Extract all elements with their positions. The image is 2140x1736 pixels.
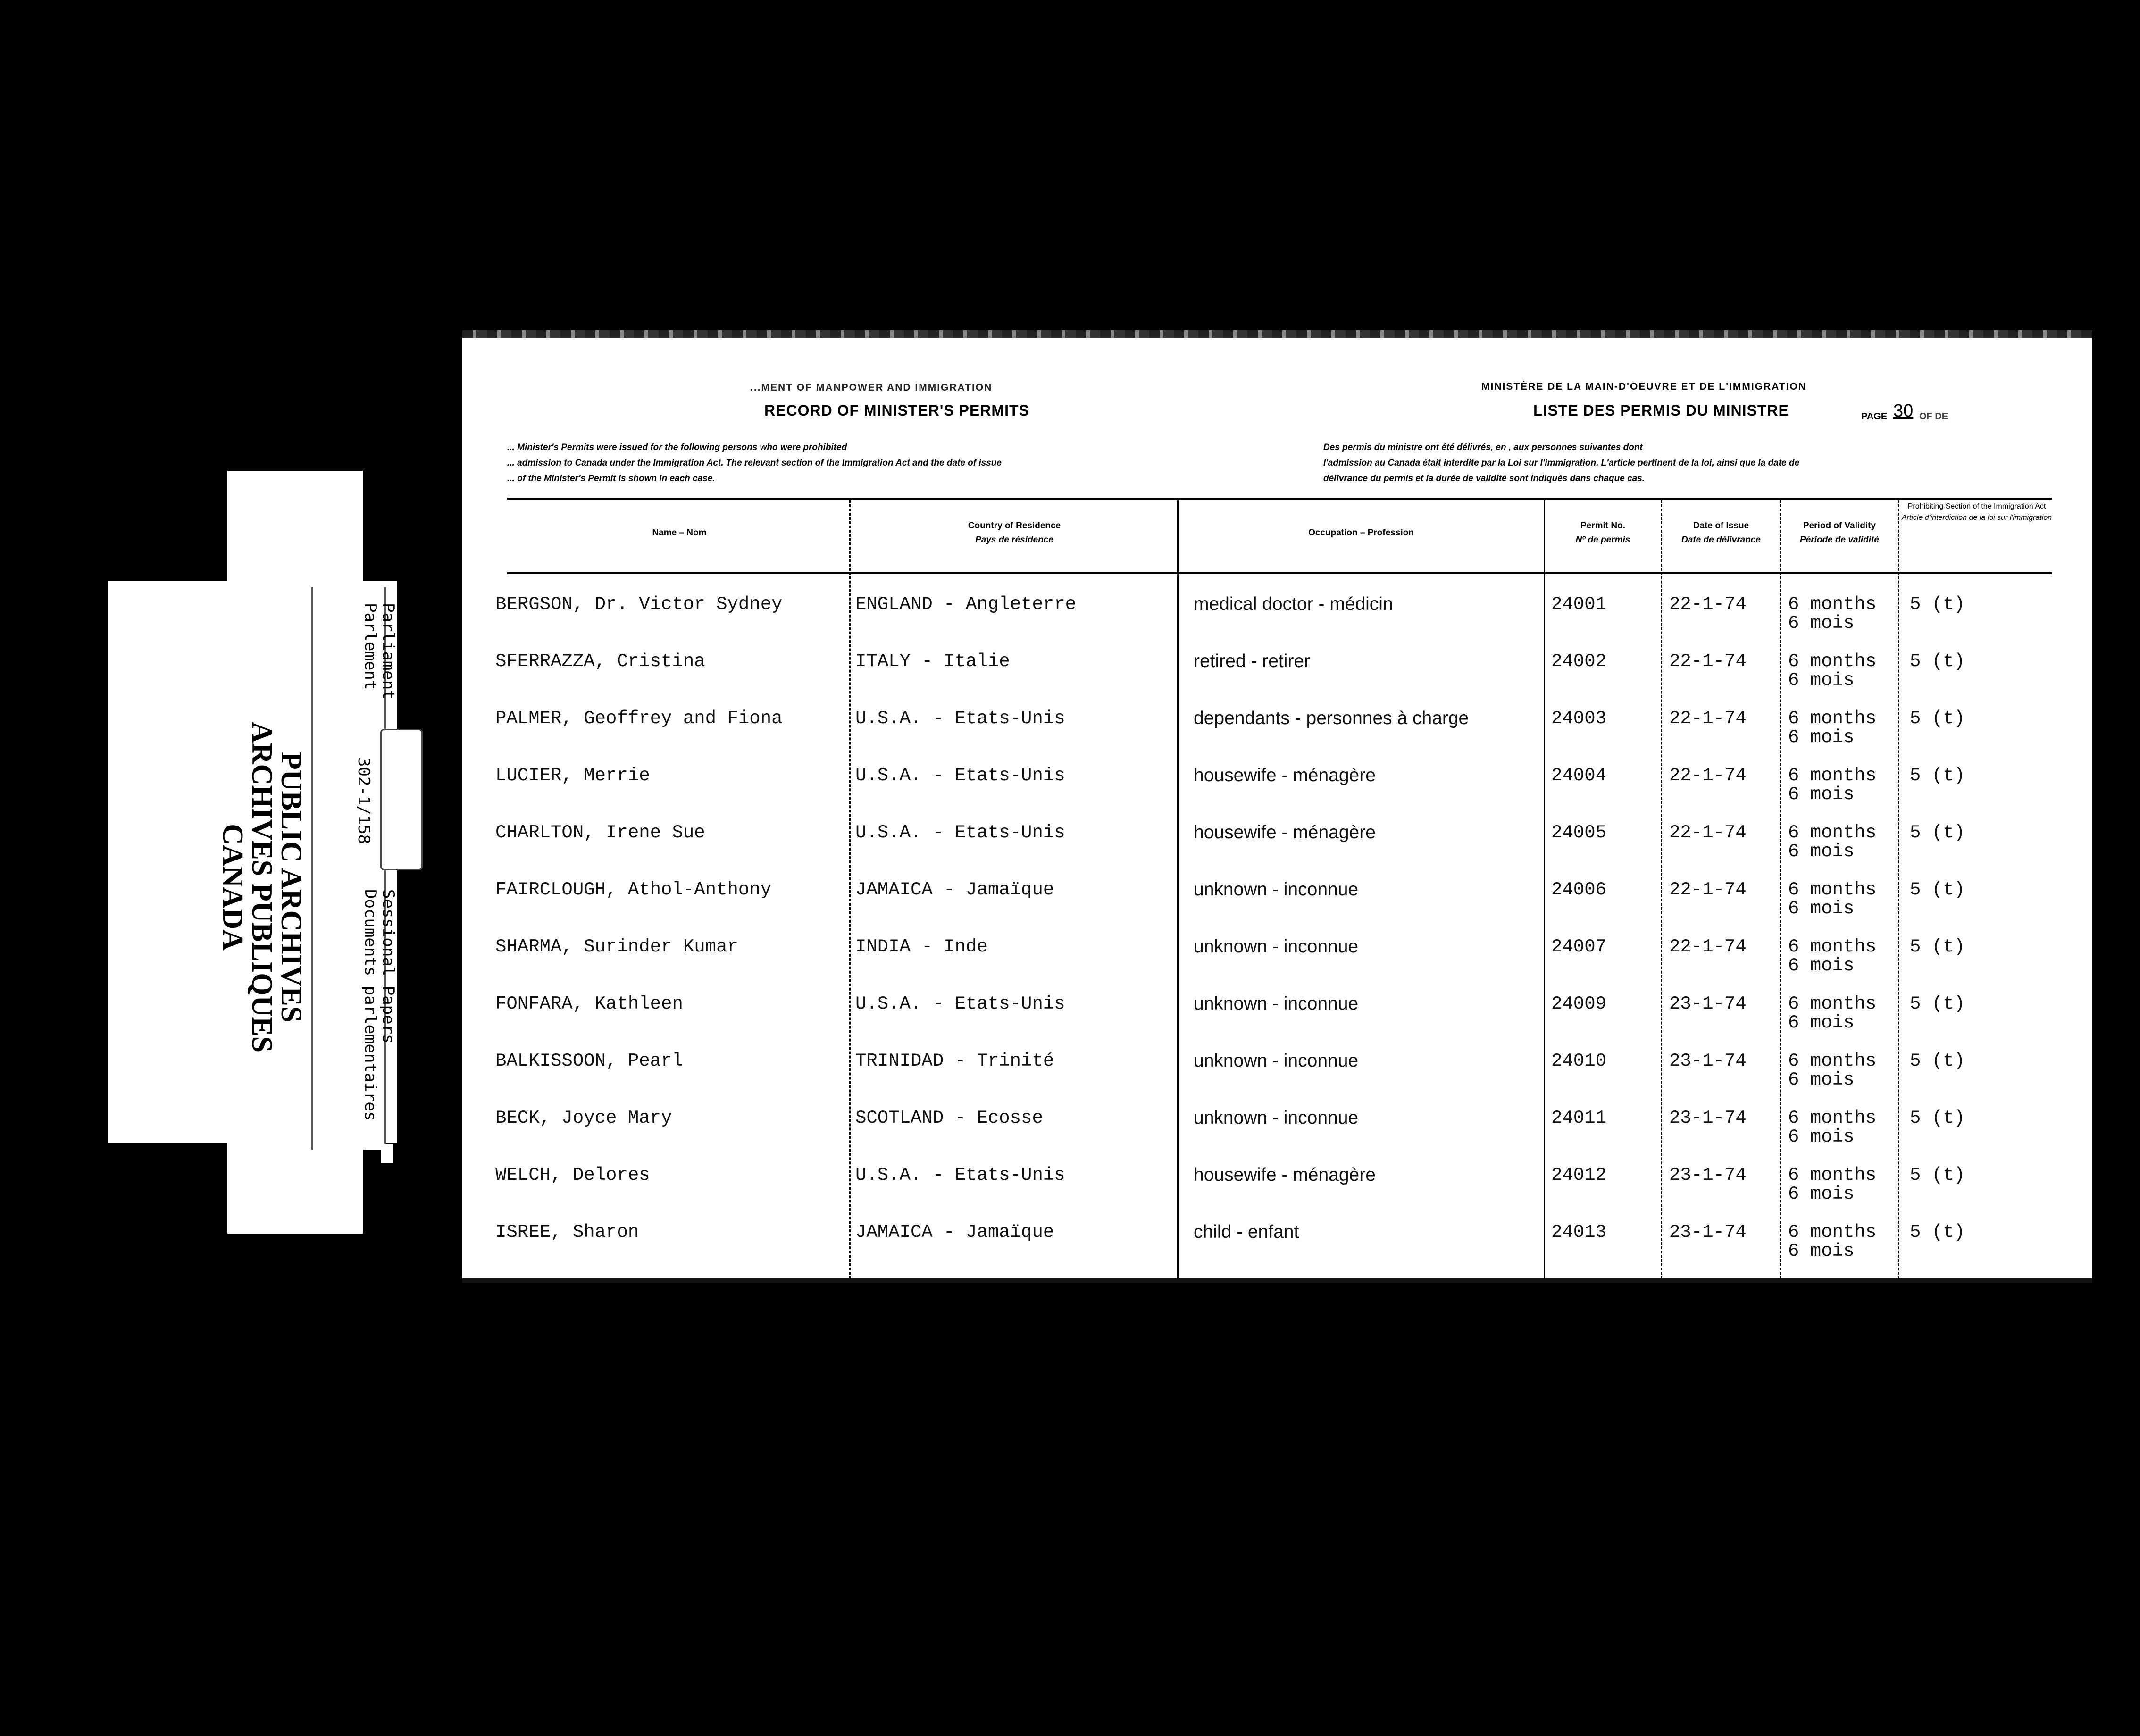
column-header-occupation: Occupation – Profession [1308,528,1414,538]
column-header-section: Prohibiting Section of the Immigration Act Article d'interdiction de la loi sur l'immigration [1901,502,2052,522]
intro-line: ... admission to Canada under the Immigration Act. The relevant section of the Immigration Act and the date of issue [507,458,1002,468]
cell-section: 5 (t) [1910,993,1965,1014]
cell-name: SHARMA, Surinder Kumar [495,936,738,957]
parliament-line: Parliament [379,603,398,700]
cell-period-months: 6 months [1788,879,1877,900]
column-header-name: Name – Nom [652,528,707,538]
cell-name: LUCIER, Merrie [495,765,650,786]
column-header-permit: Permit No. Nº de permis [1575,521,1630,545]
sessional-line: Documents parlementaires [361,889,380,1121]
cell-section: 5 (t) [1910,1222,1965,1243]
cell-occupation: medical doctor - médicin [1194,594,1393,614]
cell-period-mois: 6 mois [1788,1012,1855,1033]
column-divider [1177,500,1179,1283]
archive-label-clip [380,729,423,870]
cell-date-of-issue: 22-1-74 [1669,936,1747,957]
cell-period-months: 6 months [1788,1051,1877,1071]
intro-line: ... of the Minister's Permit is shown in each case. [507,474,715,484]
cell-period-months: 6 months [1788,822,1877,843]
archive-title-line: CANADA [217,824,249,951]
cell-name: BECK, Joyce Mary [495,1108,672,1128]
cell-country: JAMAICA - Jamaïque [855,879,1054,900]
column-divider [1544,500,1545,1283]
archive-label-small-tab [381,1144,393,1163]
cell-permit-number: 24002 [1551,651,1607,672]
cell-period-months: 6 months [1788,708,1877,729]
cell-permit-number: 24009 [1551,993,1607,1014]
cell-date-of-issue: 23-1-74 [1669,1222,1747,1243]
cell-permit-number: 24012 [1551,1165,1607,1185]
cell-permit-number: 24007 [1551,936,1607,957]
cell-period-months: 6 months [1788,936,1877,957]
cell-section: 5 (t) [1910,1108,1965,1128]
cell-country: ITALY - Italie [855,651,1010,672]
cell-section: 5 (t) [1910,765,1965,786]
column-header-date: Date of Issue Date de délivrance [1681,521,1761,545]
cell-period-mois: 6 mois [1788,1127,1855,1147]
cell-period-months: 6 months [1788,1108,1877,1128]
cell-occupation: dependants - personnes à charge [1194,708,1469,728]
cell-occupation: unknown - inconnue [1194,936,1359,957]
page-of-label: OF DE [1919,411,1948,422]
cell-section: 5 (t) [1910,936,1965,957]
column-divider [1898,500,1899,1283]
cell-country: U.S.A. - Etats-Unis [855,708,1065,729]
department-name-fr: MINISTÈRE DE LA MAIN-D'OEUVRE ET DE L'IMMIGRATION [1481,381,1806,392]
cell-section: 5 (t) [1910,594,1965,615]
document-title-en: RECORD OF MINISTER'S PERMITS [764,402,1029,419]
intro-text-fr [1323,440,1799,486]
cell-date-of-issue: 22-1-74 [1669,765,1747,786]
header-bottom-rule [507,572,2052,574]
cell-period-mois: 6 mois [1788,613,1855,634]
cell-occupation: unknown - inconnue [1194,879,1359,900]
cell-period-mois: 6 mois [1788,1069,1855,1090]
cell-period-months: 6 months [1788,651,1877,672]
cell-permit-number: 24011 [1551,1108,1607,1128]
sessional-line: Sessional Papers [379,889,398,1044]
cell-period-mois: 6 mois [1788,1241,1855,1261]
cell-period-mois: 6 mois [1788,1184,1855,1204]
column-header-period: Period of Validity Période de validité [1800,521,1879,545]
cell-period-months: 6 months [1788,765,1877,786]
cell-permit-number: 24001 [1551,594,1607,615]
cell-section: 5 (t) [1910,879,1965,900]
cell-country: JAMAICA - Jamaïque [855,1222,1054,1243]
cell-date-of-issue: 22-1-74 [1669,708,1747,729]
cell-name: BERGSON, Dr. Victor Sydney [495,594,783,615]
cell-date-of-issue: 22-1-74 [1669,822,1747,843]
cell-name: FAIRCLOUGH, Athol-Anthony [495,879,772,900]
cell-country: U.S.A. - Etats-Unis [855,1165,1065,1185]
department-name-en: ...MENT OF MANPOWER AND IMMIGRATION [750,382,993,393]
cell-country: U.S.A. - Etats-Unis [855,822,1065,843]
cell-date-of-issue: 23-1-74 [1669,1051,1747,1071]
intro-text-en [507,440,1002,486]
cell-occupation: unknown - inconnue [1194,1108,1359,1128]
cell-country: SCOTLAND - Ecosse [855,1108,1043,1128]
cell-section: 5 (t) [1910,822,1965,843]
cell-period-months: 6 months [1788,993,1877,1014]
cell-period-months: 6 months [1788,1165,1877,1185]
document-title-fr: LISTE DES PERMIS DU MINISTRE [1533,402,1789,419]
cell-name: CHARLTON, Irene Sue [495,822,705,843]
archive-title-line: PUBLIC ARCHIVES [275,751,307,1023]
cell-occupation: unknown - inconnue [1194,993,1359,1014]
cell-period-mois: 6 mois [1788,670,1855,691]
cell-permit-number: 24003 [1551,708,1607,729]
cell-name: FONFARA, Kathleen [495,993,683,1014]
cell-permit-number: 24013 [1551,1222,1607,1243]
cell-period-mois: 6 mois [1788,841,1855,862]
page-label: PAGE [1861,411,1888,422]
parliament-line: Parlement [361,603,380,690]
cell-name: SFERRAZZA, Cristina [495,651,705,672]
cell-date-of-issue: 23-1-74 [1669,993,1747,1014]
cell-country: INDIA - Inde [855,936,988,957]
cell-name: ISREE, Sharon [495,1222,639,1243]
cell-date-of-issue: 23-1-74 [1669,1165,1747,1185]
cell-section: 5 (t) [1910,651,1965,672]
cell-period-mois: 6 mois [1788,955,1855,976]
column-divider [1661,500,1662,1283]
cell-date-of-issue: 22-1-74 [1669,651,1747,672]
page-number: 30 [1893,401,1914,421]
cell-period-months: 6 months [1788,594,1877,615]
cell-country: TRINIDAD - Trinité [855,1051,1054,1071]
cell-name: WELCH, Delores [495,1165,650,1185]
cell-section: 5 (t) [1910,708,1965,729]
cell-period-mois: 6 mois [1788,898,1855,919]
archive-title [218,722,306,1052]
cell-occupation: housewife - ménagère [1194,822,1376,843]
cell-occupation: housewife - ménagère [1194,765,1376,785]
parliament-label [361,603,397,700]
header-top-rule [507,498,2052,500]
cell-date-of-issue: 22-1-74 [1669,594,1747,615]
cell-period-mois: 6 mois [1788,784,1855,805]
permit-record-document [462,330,2092,1283]
cell-occupation: housewife - ménagère [1194,1165,1376,1185]
cell-period-mois: 6 mois [1788,727,1855,748]
cell-occupation: unknown - inconnue [1194,1051,1359,1071]
cell-permit-number: 24004 [1551,765,1607,786]
cell-name: BALKISSOON, Pearl [495,1051,683,1071]
cell-occupation: child - enfant [1194,1222,1299,1242]
cell-permit-number: 24006 [1551,879,1607,900]
cell-occupation: retired - retirer [1194,651,1311,671]
column-divider [1780,500,1781,1283]
sessional-papers-label [361,889,397,1121]
intro-line: Des permis du ministre ont été délivrés, en , aux personnes suivantes dont [1323,442,1643,452]
cell-name: PALMER, Geoffrey and Fiona [495,708,783,729]
cell-section: 5 (t) [1910,1051,1965,1071]
file-number: 302-1/158 [354,757,373,844]
cell-country: ENGLAND - Angleterre [855,594,1077,615]
cell-date-of-issue: 23-1-74 [1669,1108,1747,1128]
cell-permit-number: 24010 [1551,1051,1607,1071]
cell-date-of-issue: 22-1-74 [1669,879,1747,900]
cell-country: U.S.A. - Etats-Unis [855,993,1065,1014]
cell-section: 5 (t) [1910,1165,1965,1185]
column-header-country: Country of Residence Pays de résidence [968,521,1061,545]
intro-line: délivrance du permis et la durée de validité sont indiqués dans chaque cas. [1323,474,1645,484]
intro-line: ... Minister's Permits were issued for the following persons who were prohibited [507,442,847,452]
cell-permit-number: 24005 [1551,822,1607,843]
column-divider [849,500,851,1283]
archive-title-line: ARCHIVES PUBLIQUES [246,722,278,1053]
intro-line: l'admission au Canada était interdite par la Loi sur l'immigration. L'article pertinent de la loi, ainsi que la date de [1323,458,1800,468]
cell-country: U.S.A. - Etats-Unis [855,765,1065,786]
cell-period-months: 6 months [1788,1222,1877,1243]
